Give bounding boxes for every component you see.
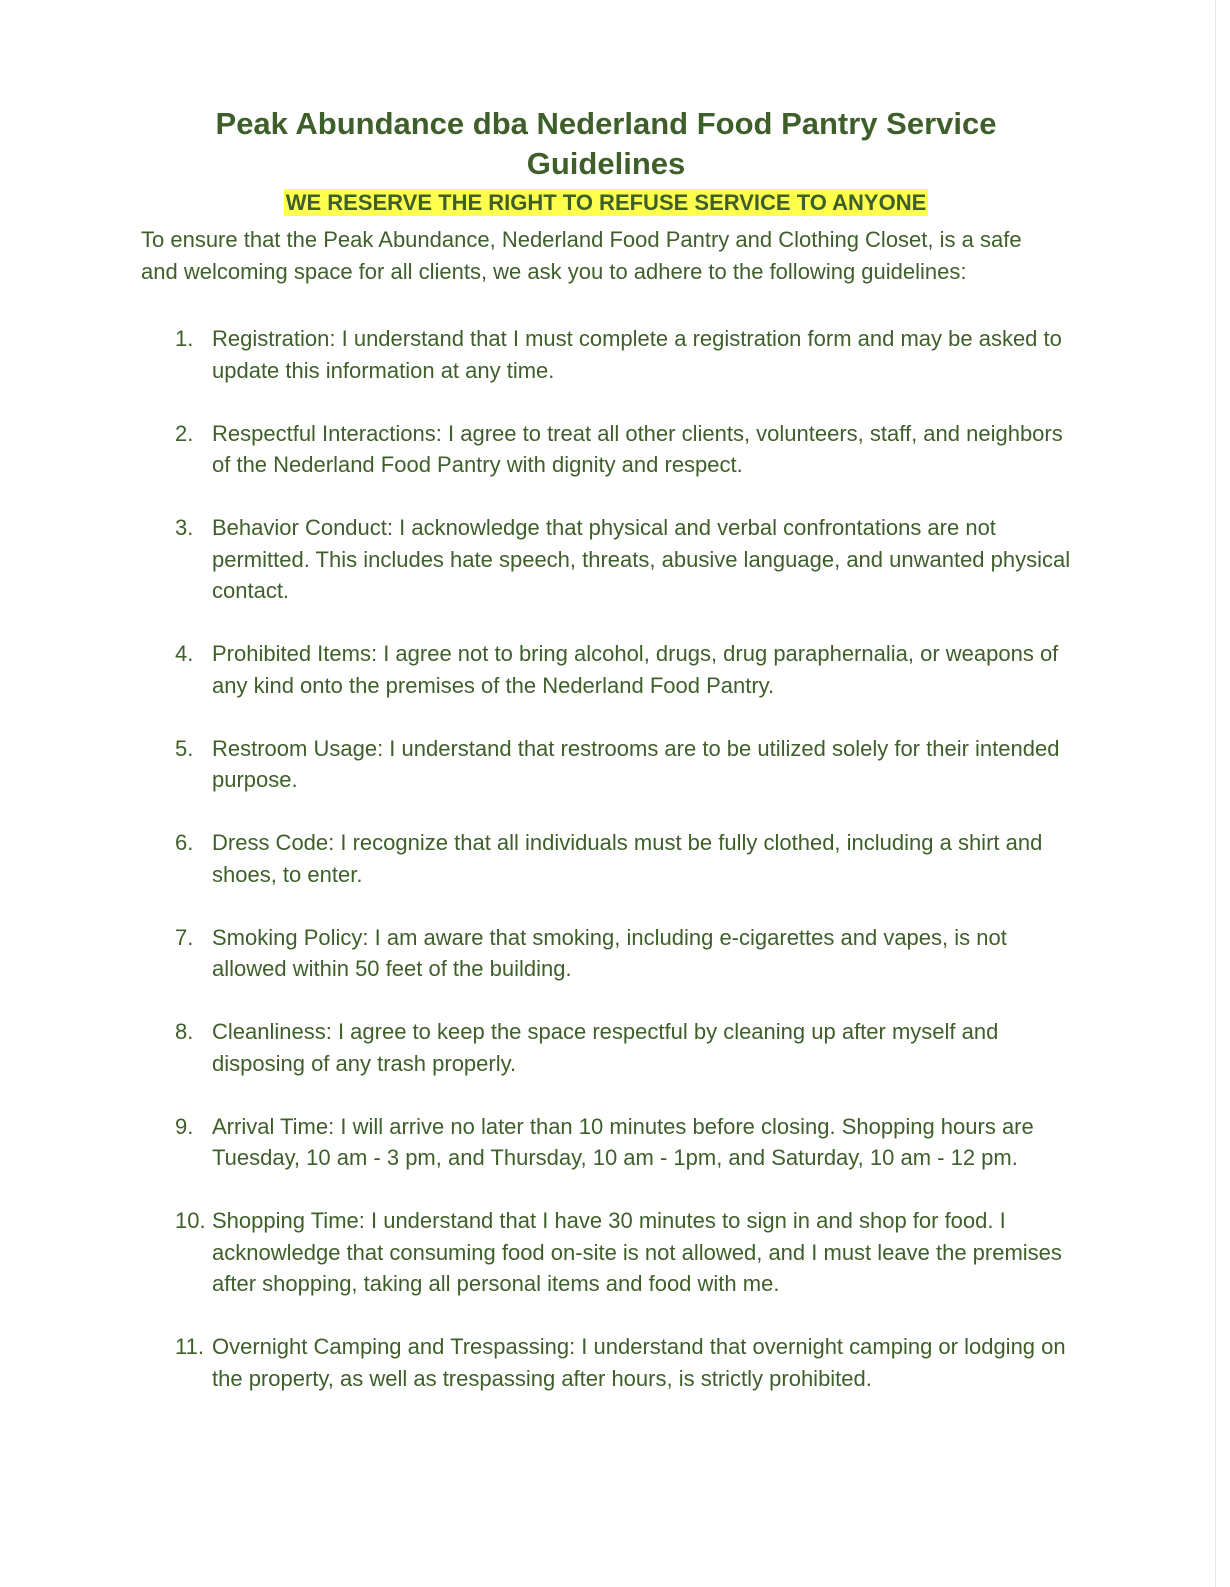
guideline-item [141, 1331, 1072, 1394]
guideline-item [141, 418, 1072, 481]
document-title: Peak Abundance dba Nederland Food Pantry Service Guidelines [215, 106, 997, 181]
guideline-item [141, 922, 1072, 985]
document-page [141, 104, 1071, 1426]
guideline-item [141, 733, 1072, 796]
guideline-number: 2. [175, 420, 194, 446]
guideline-item [141, 638, 1072, 701]
guideline-text: Behavior Conduct: I acknowledge that physical and verbal confrontations are not permitted. This includes hate speech, threats, abusive language, and unwanted physical contact. [212, 515, 1071, 603]
guideline-number: 11. [175, 1334, 204, 1359]
guideline-item [141, 1111, 1072, 1174]
guideline-text: Overnight Camping and Trespassing: I understand that overnight camping or lodging on the property, as well as trespassing after hours, is strictly prohibited. [212, 1334, 1066, 1391]
guideline-number: 9. [175, 1113, 194, 1139]
guideline-text: Registration: I understand that I must complete a registration form and may be asked to update this information at any time. [212, 326, 1062, 383]
notice-container [141, 189, 1071, 220]
guideline-number: 5. [175, 735, 194, 761]
guideline-text: Restroom Usage: I understand that restrooms are to be utilized solely for their intended purpose. [212, 735, 1060, 792]
guideline-number: 4. [175, 641, 194, 666]
guideline-number: 3. [175, 515, 194, 540]
guideline-text: Prohibited Items: I agree not to bring alcohol, drugs, drug paraphernalia, or weapons of any kind onto the premises of the Nederland Food Pantry. [212, 641, 1059, 698]
guideline-number: 7. [175, 924, 194, 950]
page-right-edge [1215, 0, 1230, 1587]
guideline-number: 1. [175, 326, 194, 351]
guideline-text: Cleanliness: I agree to keep the space respectful by cleaning up after myself and disposing of any trash properly. [212, 1019, 999, 1076]
refusal-notice: WE RESERVE THE RIGHT TO REFUSE SERVICE TO ANYONE [285, 190, 927, 215]
intro-paragraph: To ensure that the Peak Abundance, Nederland Food Pantry and Clothing Closet, is a safe and welcoming space for all clients, we ask you to adhere to the following guidelines: [141, 227, 1022, 284]
guideline-number: 6. [175, 830, 194, 855]
guideline-item [141, 827, 1072, 890]
guideline-text: Arrival Time: I will arrive no later than 10 minutes before closing. Shopping hours are Tuesday, 10 am - 3 pm, and Thursday, 10 am - 1pm, and Saturday, 10 am - 12 pm. [212, 1113, 1034, 1170]
guideline-text: Shopping Time: I understand that I have 30 minutes to sign in and shop for food. I acknowledge that consuming food on-site is not allowed, and I must leave the premises after shopping, taking all personal items and food with me. [212, 1208, 1062, 1296]
guideline-text: Smoking Policy: I am aware that smoking, including e-cigarettes and vapes, is not allowed within 50 feet of the building. [212, 924, 1007, 981]
guideline-text: Dress Code: I recognize that all individuals must be fully clothed, including a shirt and shoes, to enter. [212, 830, 1043, 887]
guideline-number: 10. [175, 1208, 206, 1233]
guideline-item [141, 1016, 1072, 1079]
guideline-item [141, 1205, 1072, 1300]
guideline-text: Respectful Interactions: I agree to treat all other clients, volunteers, staff, and neighbors of the Nederland Food Pantry with dignity and respect. [212, 420, 1063, 477]
guideline-item [141, 512, 1072, 607]
guideline-number: 8. [175, 1019, 194, 1044]
guidelines-list [141, 323, 1071, 1394]
guideline-item [141, 323, 1072, 386]
